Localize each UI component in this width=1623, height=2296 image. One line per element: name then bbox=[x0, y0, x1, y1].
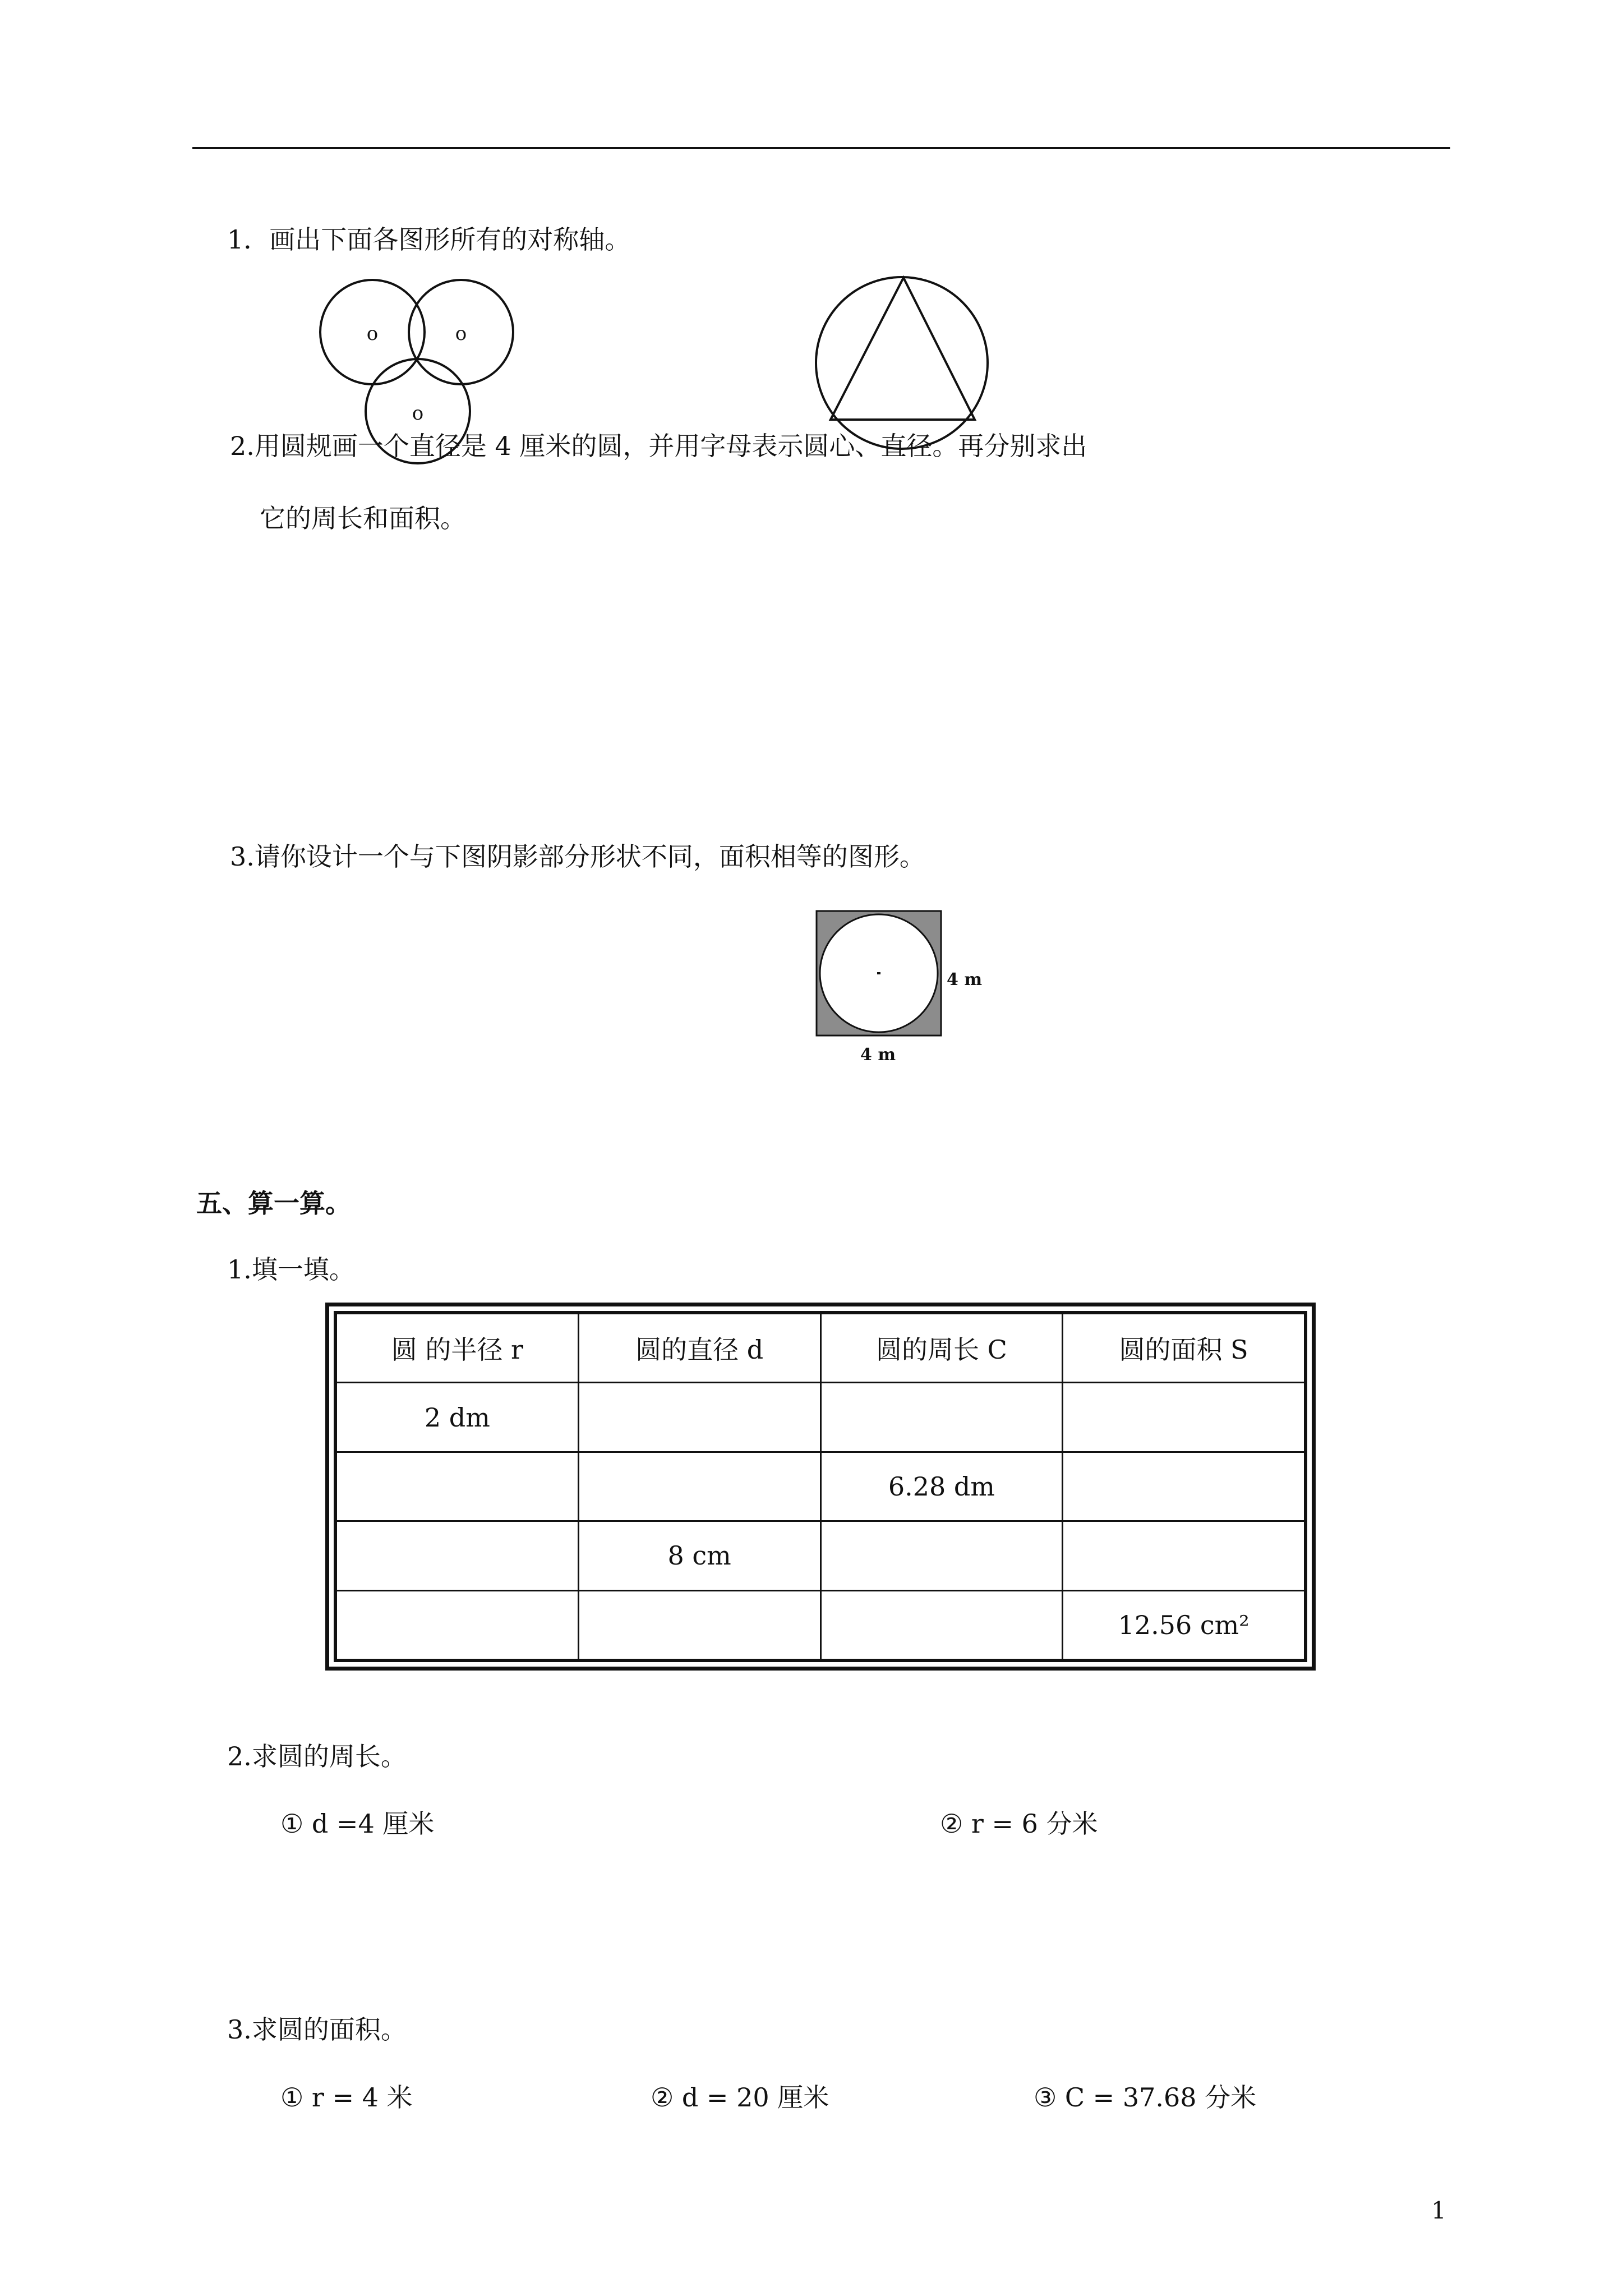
fill-in-table bbox=[325, 1303, 1316, 1671]
subquestion-2: 2.求圆的周长。 bbox=[227, 1741, 407, 1772]
table-row bbox=[336, 1521, 1305, 1590]
subquestion-3-item-1: ① r = 4 米 bbox=[280, 2082, 413, 2113]
table-row bbox=[336, 1590, 1305, 1659]
bottom-length-label: 4 m bbox=[860, 1045, 896, 1065]
question-2-line-2: 它的周长和面积。 bbox=[260, 503, 466, 533]
table-cell[interactable] bbox=[820, 1383, 1063, 1452]
table-cell[interactable] bbox=[578, 1590, 820, 1659]
circle-center-label: o bbox=[412, 402, 424, 425]
table-cell[interactable]: 2 dm bbox=[336, 1383, 579, 1452]
table-cell[interactable]: 6.28 dm bbox=[820, 1452, 1063, 1521]
table-cell[interactable] bbox=[578, 1383, 820, 1452]
subquestion-3-item-2: ② d = 20 厘米 bbox=[651, 2082, 829, 2113]
inscribed-triangle-figure bbox=[809, 275, 994, 454]
table-cell[interactable] bbox=[578, 1452, 820, 1521]
outer-circle bbox=[816, 277, 988, 449]
table-cell[interactable]: 12.56 cm² bbox=[1063, 1590, 1305, 1659]
subquestion-3: 3.求圆的面积。 bbox=[227, 2014, 407, 2045]
table-header-cell: 圆的周长 C bbox=[820, 1314, 1063, 1383]
table-header-cell: 圆的面积 S bbox=[1063, 1314, 1305, 1383]
table-cell[interactable] bbox=[336, 1590, 579, 1659]
subquestion-1: 1.填一填。 bbox=[227, 1254, 355, 1285]
question-1: 1．画出下面各图形所有的对称轴。 bbox=[227, 224, 631, 255]
table-header-row bbox=[336, 1314, 1305, 1383]
table-cell[interactable] bbox=[1063, 1521, 1305, 1590]
table-header-cell: 圆 的半径 r bbox=[336, 1314, 579, 1383]
side-length-label: 4 m bbox=[947, 970, 983, 990]
table-row bbox=[336, 1383, 1305, 1452]
section-5-title: 五、算一算。 bbox=[196, 1188, 351, 1218]
table-cell[interactable] bbox=[336, 1452, 579, 1521]
circle-center-label: o bbox=[366, 323, 379, 345]
table-row bbox=[336, 1452, 1305, 1521]
subquestion-3-item-3: ③ C = 37.68 分米 bbox=[1034, 2082, 1257, 2113]
question-2-line-1: 2.用圆规画一个直径是 4 厘米的圆，并用字母表示圆心、直径。再分别求出 bbox=[230, 431, 1087, 461]
subquestion-2-item-1: ① d =4 厘米 bbox=[280, 1809, 435, 1839]
table-cell[interactable] bbox=[820, 1521, 1063, 1590]
table-header-cell: 圆的直径 d bbox=[578, 1314, 820, 1383]
question-3: 3.请你设计一个与下图阴影部分形状不同，面积相等的图形。 bbox=[230, 841, 925, 872]
table-cell[interactable]: 8 cm bbox=[578, 1521, 820, 1590]
table-cell[interactable] bbox=[820, 1590, 1063, 1659]
circle-center-label: o bbox=[455, 323, 467, 345]
header-rule bbox=[192, 147, 1450, 149]
inscribed-triangle bbox=[831, 278, 975, 420]
subquestion-2-item-2: ② r = 6 分米 bbox=[940, 1809, 1098, 1839]
center-dot bbox=[877, 972, 880, 974]
table-cell[interactable] bbox=[1063, 1452, 1305, 1521]
page-number: 1 bbox=[1431, 2197, 1446, 2224]
table-cell[interactable] bbox=[1063, 1383, 1305, 1452]
table-cell[interactable] bbox=[336, 1521, 579, 1590]
shaded-square-circle-figure bbox=[814, 909, 988, 1071]
